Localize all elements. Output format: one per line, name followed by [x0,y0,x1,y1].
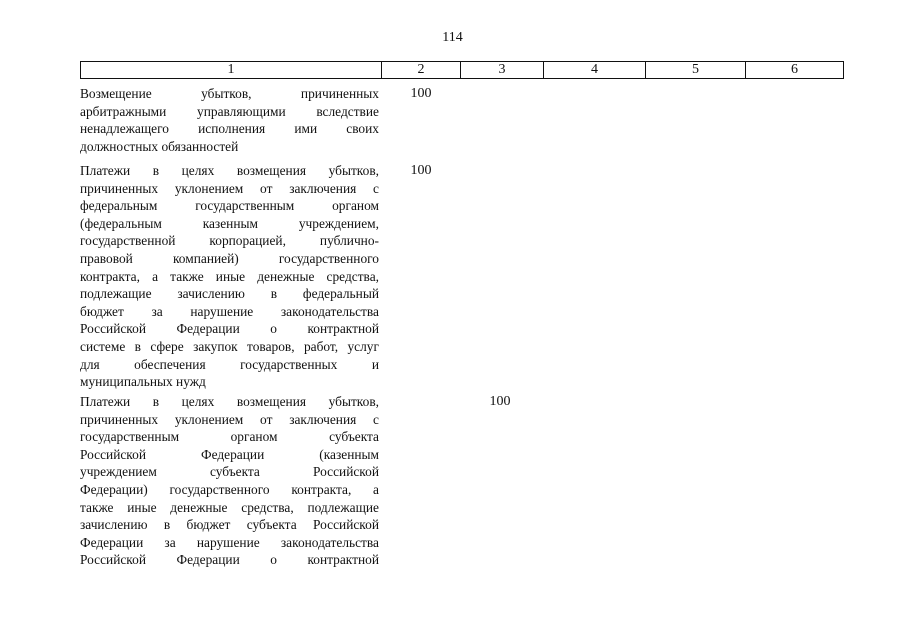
row-description [80,162,379,391]
value-col-2: 100 [410,86,432,101]
description-line: арбитражными управляющими вследствие [80,103,379,119]
header-col-6: 6 [746,62,844,79]
description-line: муниципальных нужд [80,374,206,390]
header-col-2: 2 [382,62,461,79]
description-line: причиненных уклонением от заключения с [80,411,379,427]
description-line: Возмещение убытков, причиненных [80,86,379,101]
description-line: должностных обязанностей [80,138,239,154]
description-line: Федерации за нарушение законодательства [80,534,379,550]
description-line: Российской Федерации о контрактной [80,552,379,568]
description-line: контракта, а также иные денежные средства, [80,268,379,284]
description-line: также иные денежные средства, подлежащие [80,499,379,515]
description-line: федеральным государственным органом [80,198,379,214]
description-line: Платежи в целях возмещения убытков, [80,394,379,409]
description-line: причиненных уклонением от заключения с [80,180,379,196]
header-col-5: 5 [646,62,746,79]
value-col-2: 100 [410,163,432,178]
description-line: ненадлежащего исполнения ими своих [80,121,379,137]
description-line: Платежи в целях возмещения убытков, [80,163,379,178]
description-line: правовой компанией) государственного [80,250,379,266]
description-line: подлежащие зачислению в федеральный [80,286,379,302]
page-number: 114 [442,30,463,45]
description-line: зачислению в бюджет субъекта Российской [80,517,379,533]
description-line: системе в сфере закупок товаров, работ, услуг [80,338,379,354]
description-line: Российской Федерации (казенным [80,446,379,462]
description-line: (федеральным казенным учреждением, [80,215,379,231]
header-col-3: 3 [461,62,544,79]
column-number-header [80,61,844,79]
value-col-3: 100 [489,394,511,409]
header-col-4: 4 [544,62,646,79]
row-description [80,393,379,569]
header-col-1: 1 [81,62,382,79]
description-line: Российской Федерации о контрактной [80,321,379,337]
row-description [80,85,379,155]
description-line: государственной корпорацией, публично- [80,233,379,249]
description-line: государственным органом субъекта [80,429,379,445]
description-line: бюджет за нарушение законодательства [80,303,379,319]
description-line: Федерации) государственного контракта, а [80,481,379,497]
description-line: для обеспечения государственных и [80,356,379,372]
description-line: учреждением субъекта Российской [80,464,379,480]
